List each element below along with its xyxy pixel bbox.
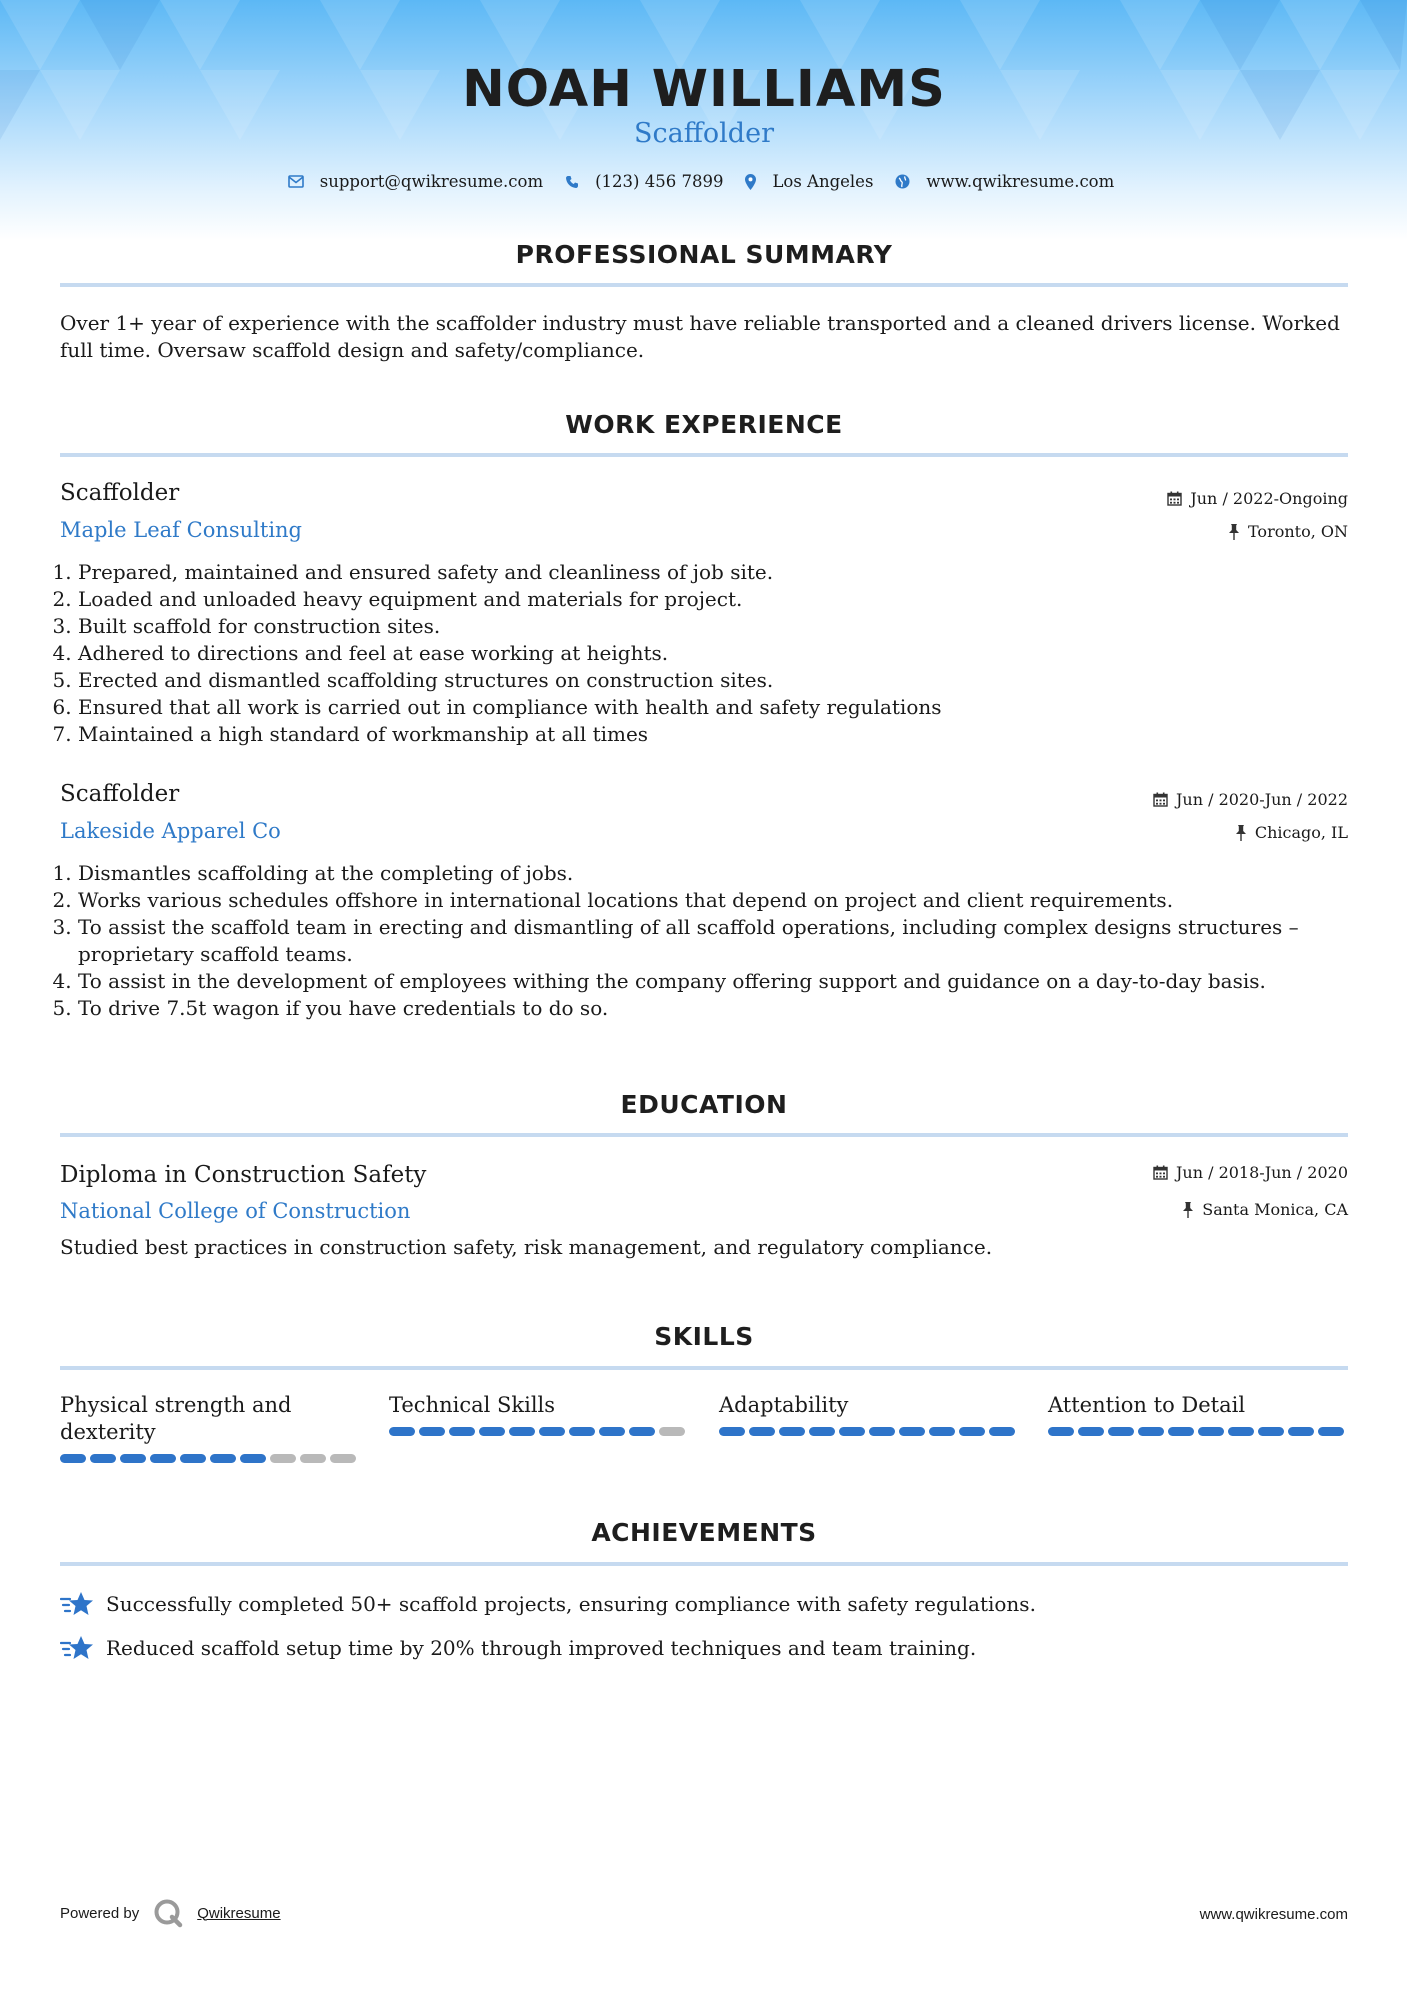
skill-dot-filled: [539, 1427, 565, 1436]
phone-icon: [565, 175, 579, 189]
job-dates-text: Jun / 2022-Ongoing: [1190, 489, 1348, 508]
powered-by-label: Powered by: [60, 1904, 140, 1922]
star-icon: [60, 1590, 94, 1618]
pushpin-icon: [1228, 524, 1240, 540]
skill-dot-filled: [479, 1427, 505, 1436]
achievement-item: [60, 1634, 976, 1662]
skill-item: [60, 1392, 360, 1463]
list-item: 4. To assist in the development of employees withing the company offering support and guidance on a day-to-day basis.: [78, 968, 1348, 995]
list-item: 2. Works various schedules offshore in international locations that depend on project and client requirements.: [78, 887, 1348, 914]
map-marker-icon: [745, 174, 756, 190]
skill-dot-filled: [839, 1427, 865, 1436]
pushpin-icon: [1182, 1202, 1194, 1218]
job-location: [1235, 823, 1348, 842]
skill-dot-filled: [419, 1427, 445, 1436]
envelope-icon: [288, 175, 304, 188]
pushpin-icon: [1235, 825, 1247, 841]
skill-dot-filled: [1198, 1427, 1224, 1436]
skill-dot-filled: [1138, 1427, 1164, 1436]
skill-rating: [389, 1427, 689, 1436]
skill-dot-filled: [809, 1427, 835, 1436]
skill-dot-filled: [509, 1427, 535, 1436]
skill-item: [719, 1392, 1019, 1436]
section-divider: [60, 1133, 1348, 1137]
summary-heading: PROFESSIONAL SUMMARY: [515, 240, 893, 269]
skill-name: Attention to Detail: [1048, 1393, 1246, 1417]
skill-dot-filled: [1288, 1427, 1314, 1436]
skill-dot-filled: [869, 1427, 895, 1436]
job-location-text: Toronto, ON: [1248, 522, 1348, 541]
contact-bar: [60, 172, 1348, 191]
skill-dot-filled: [389, 1427, 415, 1436]
skill-dot-filled: [629, 1427, 655, 1436]
skill-dot-filled: [1258, 1427, 1284, 1436]
skill-dot-filled: [1108, 1427, 1134, 1436]
skill-rating: [719, 1427, 1019, 1436]
list-item: 3. To assist the scaffold team in erecting and dismantling of all scaffold operations, including complex designs structures – proprietary scaffold teams.: [78, 914, 1348, 968]
calendar-icon: [1153, 792, 1168, 807]
list-item: 5. Erected and dismantled scaffolding structures on construction sites.: [78, 667, 1348, 694]
job-responsibilities: [60, 559, 1348, 748]
job-dates: [1153, 790, 1348, 809]
school-name: National College of Construction: [60, 1199, 411, 1223]
list-item: 7. Maintained a high standard of workmanship at all times: [78, 721, 1348, 748]
skill-dot-filled: [60, 1454, 86, 1463]
degree-title: Diploma in Construction Safety: [60, 1162, 427, 1188]
skill-dot-filled: [150, 1454, 176, 1463]
achievements-heading: ACHIEVEMENTS: [591, 1518, 817, 1547]
skill-dot-filled: [180, 1454, 206, 1463]
education-description: Studied best practices in construction safety, risk management, and regulatory compliance.: [60, 1235, 993, 1259]
skill-dot-filled: [989, 1427, 1015, 1436]
summary-text: Over 1+ year of experience with the scaffolder industry must have reliable transported and a cleaned drivers license. Worked full time. Oversaw scaffold design and safety/compliance.: [60, 311, 1340, 362]
footer-website[interactable]: www.qwikresume.com: [1199, 1906, 1348, 1923]
skill-rating: [1048, 1427, 1348, 1436]
skill-dot-filled: [1168, 1427, 1194, 1436]
star-icon: [60, 1634, 94, 1662]
calendar-icon: [1153, 1165, 1168, 1180]
skills-heading: SKILLS: [654, 1322, 754, 1351]
footer-powered-by: [60, 1898, 281, 1928]
qwikresume-link[interactable]: Qwikresume: [197, 1904, 281, 1922]
skill-dot-filled: [959, 1427, 985, 1436]
section-divider: [60, 283, 1348, 287]
skill-item: [389, 1392, 689, 1436]
skill-dot-filled: [749, 1427, 775, 1436]
list-item: 1. Prepared, maintained and ensured safety and cleanliness of job site.: [78, 559, 1348, 586]
skill-dot-empty: [659, 1427, 685, 1436]
experience-heading: WORK EXPERIENCE: [565, 410, 843, 439]
skill-name: Adaptability: [719, 1393, 849, 1417]
skill-dot-filled: [929, 1427, 955, 1436]
skill-dot-filled: [1048, 1427, 1074, 1436]
phone-text: (123) 456 7899: [595, 172, 724, 191]
skill-dot-filled: [1078, 1427, 1104, 1436]
section-divider: [60, 453, 1348, 457]
list-item: 6. Ensured that all work is carried out in compliance with health and safety regulations: [78, 694, 1348, 721]
skill-name: Physical strength and dexterity: [60, 1393, 292, 1444]
list-item: 2. Loaded and unloaded heavy equipment and materials for project.: [78, 586, 1348, 613]
contact-phone[interactable]: [565, 172, 723, 191]
achievement-text: Successfully completed 50+ scaffold projects, ensuring compliance with safety regulations.: [106, 1592, 1036, 1616]
contact-email[interactable]: [288, 172, 543, 191]
skill-rating: [60, 1454, 360, 1463]
skill-dot-filled: [1228, 1427, 1254, 1436]
skill-dot-empty: [330, 1454, 356, 1463]
skill-dot-filled: [569, 1427, 595, 1436]
skill-dot-filled: [449, 1427, 475, 1436]
education-location: [1182, 1200, 1348, 1219]
job-dates: [1167, 489, 1348, 508]
candidate-role: Scaffolder: [634, 118, 774, 149]
list-item: 3. Built scaffold for construction sites.: [78, 613, 1348, 640]
list-item: 4. Adhered to directions and feel at ease working at heights.: [78, 640, 1348, 667]
section-divider: [60, 1366, 1348, 1370]
location-text: Los Angeles: [772, 172, 874, 191]
skill-dot-filled: [210, 1454, 236, 1463]
job-dates-text: Jun / 2020-Jun / 2022: [1175, 790, 1348, 809]
job-location-text: Chicago, IL: [1254, 823, 1348, 842]
list-item: 5. To drive 7.5t wagon if you have credentials to do so.: [78, 995, 1348, 1022]
job-responsibilities: [60, 860, 1348, 1022]
skill-dot-filled: [1318, 1427, 1344, 1436]
website-text: www.qwikresume.com: [926, 172, 1115, 191]
achievement-item: [60, 1590, 1036, 1618]
contact-website[interactable]: [895, 172, 1114, 191]
skill-dot-filled: [719, 1427, 745, 1436]
job-title: Scaffolder: [60, 480, 180, 506]
achievement-text: Reduced scaffold setup time by 20% through improved techniques and team training.: [106, 1636, 977, 1660]
candidate-name: NOAH WILLIAMS: [462, 60, 946, 119]
skill-item: [1048, 1392, 1348, 1436]
skill-dot-filled: [779, 1427, 805, 1436]
skill-dot-filled: [240, 1454, 266, 1463]
skill-dot-empty: [270, 1454, 296, 1463]
company-name: Maple Leaf Consulting: [60, 518, 303, 542]
globe-icon: [895, 174, 910, 189]
skill-dot-filled: [90, 1454, 116, 1463]
skill-dot-filled: [120, 1454, 146, 1463]
section-divider: [60, 1562, 1348, 1566]
qwikresume-logo-icon: [153, 1898, 183, 1928]
education-dates-text: Jun / 2018-Jun / 2020: [1175, 1163, 1348, 1182]
skill-dot-filled: [899, 1427, 925, 1436]
skill-dot-empty: [300, 1454, 326, 1463]
job-title: Scaffolder: [60, 781, 180, 807]
list-item: 1. Dismantles scaffolding at the completing of jobs.: [78, 860, 1348, 887]
email-text: support@qwikresume.com: [319, 172, 544, 191]
education-dates: [1153, 1163, 1348, 1182]
contact-location: [745, 172, 873, 191]
skill-dot-filled: [599, 1427, 625, 1436]
education-heading: EDUCATION: [620, 1090, 788, 1119]
calendar-icon: [1167, 491, 1182, 506]
job-location: [1228, 522, 1348, 541]
company-name: Lakeside Apparel Co: [60, 819, 281, 843]
education-location-text: Santa Monica, CA: [1202, 1200, 1348, 1219]
skill-name: Technical Skills: [389, 1393, 556, 1417]
